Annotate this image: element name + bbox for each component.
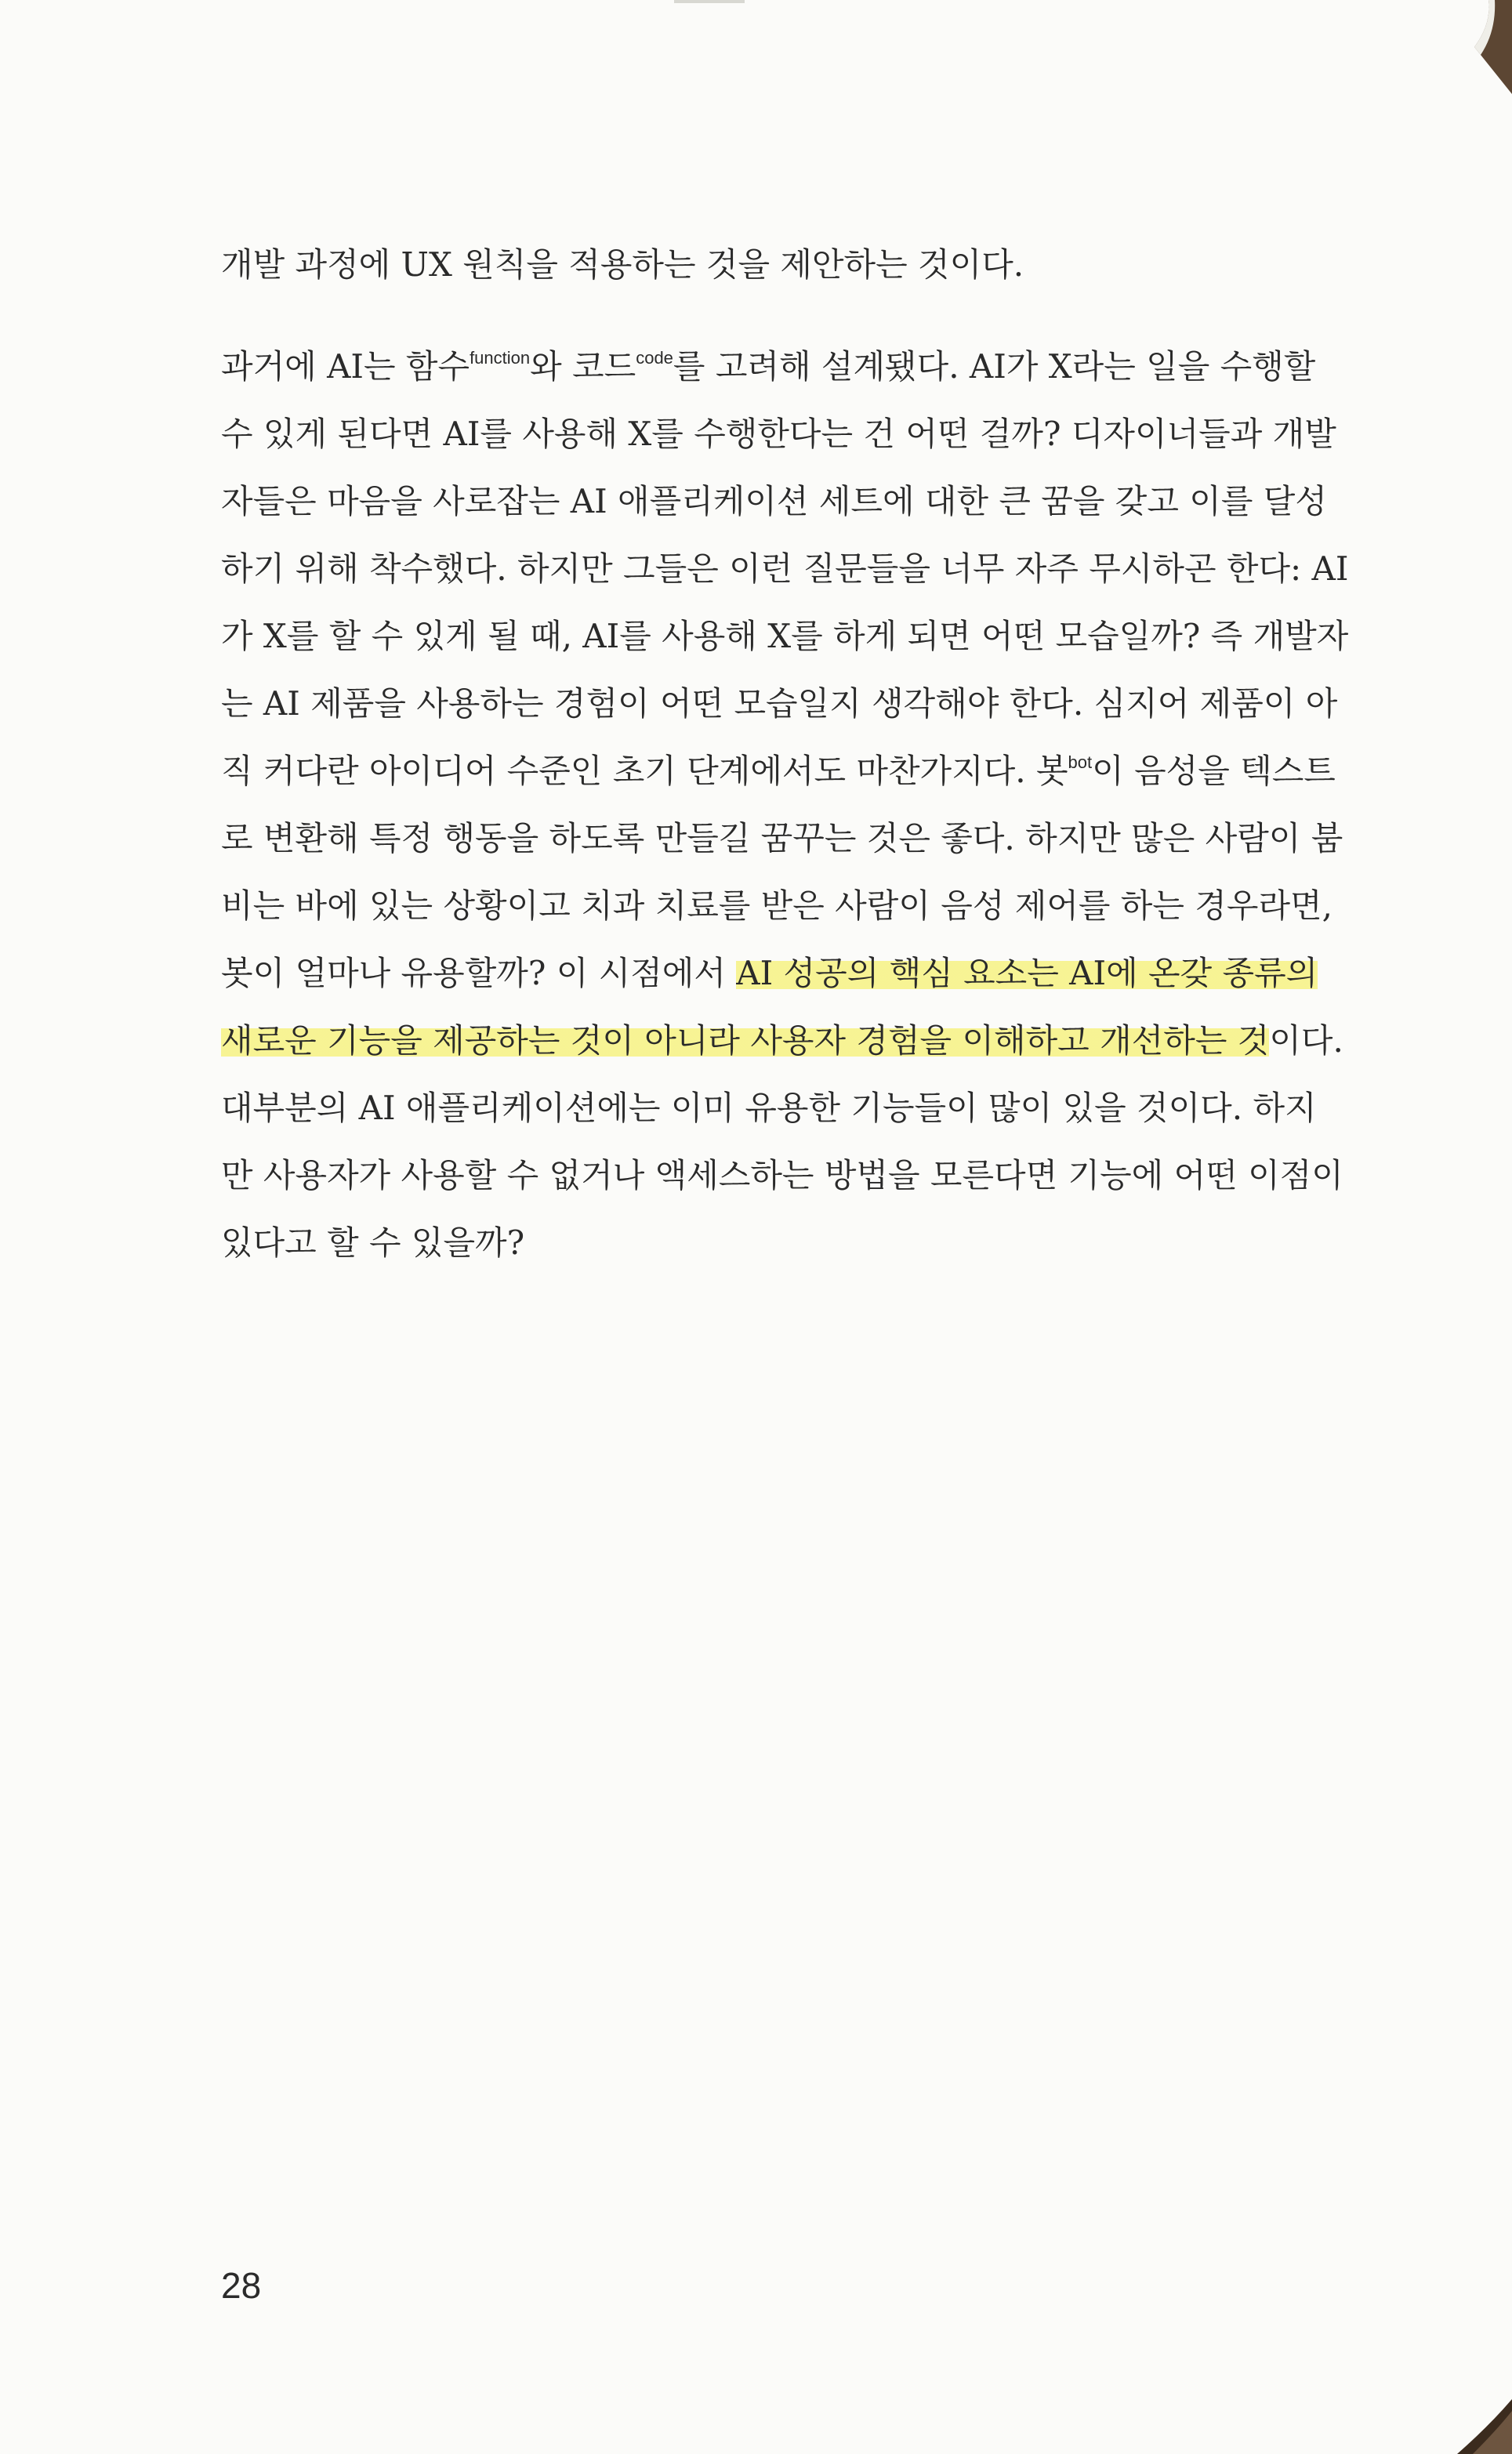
text-line xyxy=(221,1152,1381,1199)
paragraph-text: 자들은 마음을 사로잡는 AI 애플리케이션 세트에 대한 큰 꿈을 갖고 이를 달성 xyxy=(221,482,1327,520)
text-line xyxy=(221,680,1381,727)
page-corner-shadow xyxy=(1441,2383,1512,2454)
text-line xyxy=(221,546,1381,593)
paragraph-text: 봇이 얼마나 유용할까? 이 시점에서 xyxy=(221,954,737,992)
paragraph-text: 직 커다란 아이디어 수준인 초기 단계에서도 마찬가지다. 봇 xyxy=(221,752,1068,790)
text-line xyxy=(221,613,1381,660)
paragraph-text: 과거에 AI는 함수 xyxy=(221,347,470,386)
paragraph-text: 있다고 할 수 있을까? xyxy=(221,1223,525,1262)
text-line xyxy=(221,950,1381,997)
paragraph-text: 는 AI 제품을 사용하는 경험이 어떤 모습일지 생각해야 한다. 심지어 제품이 아 xyxy=(221,684,1338,723)
paragraph-text: 이다. xyxy=(1269,1021,1343,1060)
paragraph-text: 가 X를 할 수 있게 될 때, AI를 사용해 X를 하게 되면 어떤 모습일까? 즉 개발자 xyxy=(221,617,1349,655)
paragraph-text: 이 음성을 텍스트 xyxy=(1092,752,1336,790)
text-line xyxy=(221,1085,1381,1132)
paragraph-text: 수 있게 된다면 AI를 사용해 X를 수행한다는 건 어떤 걸까? 디자이너들과 개발 xyxy=(221,415,1336,453)
highlighted-text: AI 성공의 핵심 요소는 AI에 온갖 종류의 xyxy=(736,954,1318,992)
footnote-term-english: bot xyxy=(1068,752,1093,772)
paragraph-text: 개발 과정에 UX 원칙을 적용하는 것을 제안하는 것이다. xyxy=(221,245,1024,284)
text-line xyxy=(221,478,1381,525)
footnote-term-english: code xyxy=(636,348,673,368)
text-line xyxy=(221,343,1381,390)
paragraph-text: 비는 바에 있는 상황이고 치과 치료를 받은 사람이 음성 제어를 하는 경우라면, xyxy=(221,886,1333,925)
text-line xyxy=(221,411,1381,458)
footnote-term-english: function xyxy=(470,348,531,368)
text-line xyxy=(221,1220,1381,1267)
text-line xyxy=(221,1017,1381,1064)
highlighted-text: 새로운 기능을 제공하는 것이 아니라 사용자 경험을 이해하고 개선하는 것 xyxy=(221,1021,1270,1060)
paragraph-text: 로 변환해 특정 행동을 하도록 만들길 꿈꾸는 것은 좋다. 하지만 많은 사람이 붐 xyxy=(221,819,1343,857)
text-line xyxy=(221,815,1381,862)
text-line xyxy=(221,883,1381,930)
text-line xyxy=(221,748,1381,795)
paragraph-text: 만 사용자가 사용할 수 없거나 액세스하는 방법을 모른다면 기능에 어떤 이점이 xyxy=(221,1156,1343,1194)
paragraph-text: 대부분의 AI 애플리케이션에는 이미 유용한 기능들이 많이 있을 것이다. 하지 xyxy=(221,1089,1317,1127)
top-edge-mark xyxy=(674,0,745,3)
paragraph-text: 하기 위해 착수했다. 하지만 그들은 이런 질문들을 너무 자주 무시하곤 한다: AI xyxy=(221,549,1349,588)
text-line xyxy=(221,241,1381,288)
paragraph-text: 를 고려해 설계됐다. AI가 X라는 일을 수행할 xyxy=(673,347,1316,386)
page-number: 28 xyxy=(221,2265,262,2306)
paragraph-text: 와 코드 xyxy=(530,347,636,386)
page-corner-shadow xyxy=(1457,0,1512,94)
